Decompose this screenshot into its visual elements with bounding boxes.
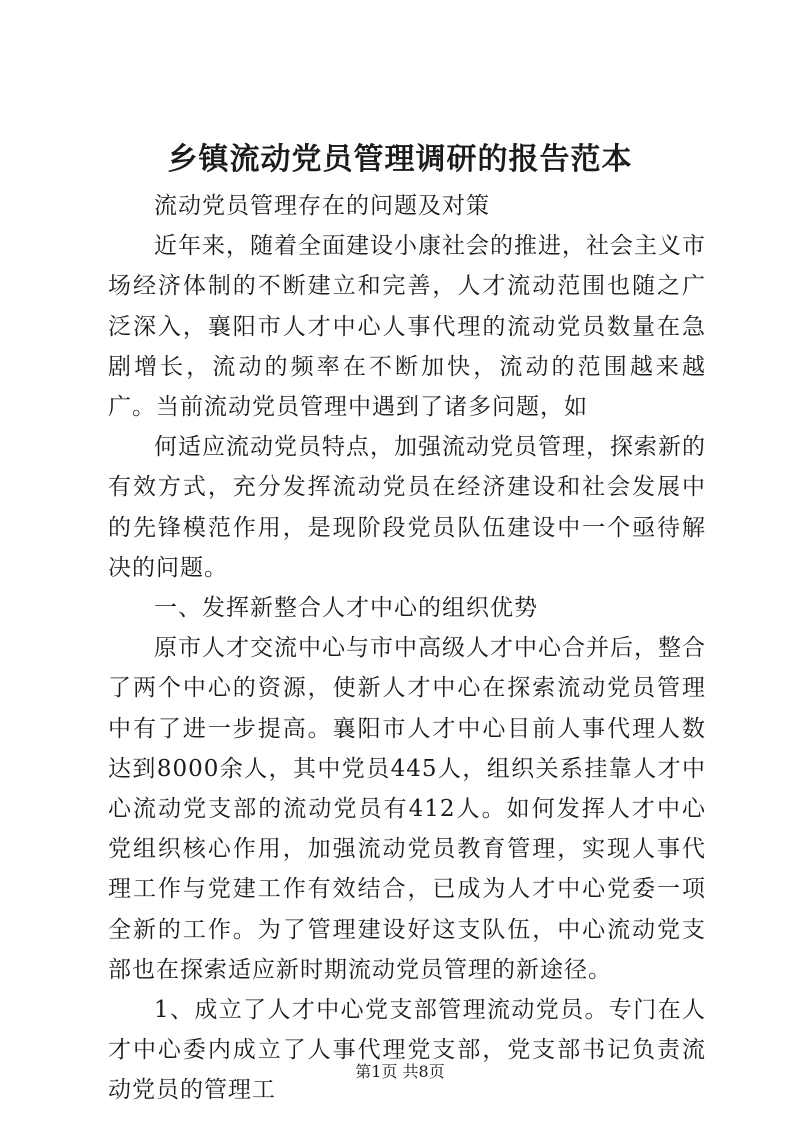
paragraph-subtitle: 流动党员管理存在的问题及对策 <box>154 193 490 219</box>
paragraph: 原市人才交流中心与市中高级人才中心合并后，整合了两个中心的资源，使新人才中心在探索流动党员管理中有了进一步提高。襄阳市人才中心目前人事代理人数达到8000余人，其中党员445人，组织关系挂靠人才中心流动党支部的流动党员有412人。如何发挥人才中心党组织核心作用，加强流动党员教育管理，实现人事代理工作与党建工作有效结合，已成为人才中心党委一项全新的工作。为了管理建设好这支队伍，中心流动党支部也在探索适应新时期流动党员管理的新途径。 <box>108 635 706 983</box>
paragraph: 近年来，随着全面建设小康社会的推进，社会主义市场经济体制的不断建立和完善，人才流动范围也随之广泛深入，襄阳市人才中心人事代理的流动党员数量在急剧增长，流动的频率在不断加快，流动的范围越来越广。当前流动党员管理中遇到了诸多问题，如 <box>108 233 706 421</box>
section-heading: 一、发挥新整合人才中心的组织优势 <box>154 595 538 622</box>
paragraph: 1、成立了人才中心党支部管理流动党员。专门在人才中心委内成立了人事代理党支部，党支部书记负责流动党员的管理工 <box>108 997 706 1104</box>
document-title: 乡镇流动党员管理调研的报告范本 <box>167 142 633 177</box>
page-footer: 第1页 共8页 <box>355 1062 445 1081</box>
document-body <box>108 186 706 1111</box>
paragraph: 何适应流动党员特点，加强流动党员管理，探索新的有效方式，充分发挥流动党员在经济建设和社会发展中的先锋模范作用，是现阶段党员队伍建设中一个亟待解决的问题。 <box>108 434 706 581</box>
